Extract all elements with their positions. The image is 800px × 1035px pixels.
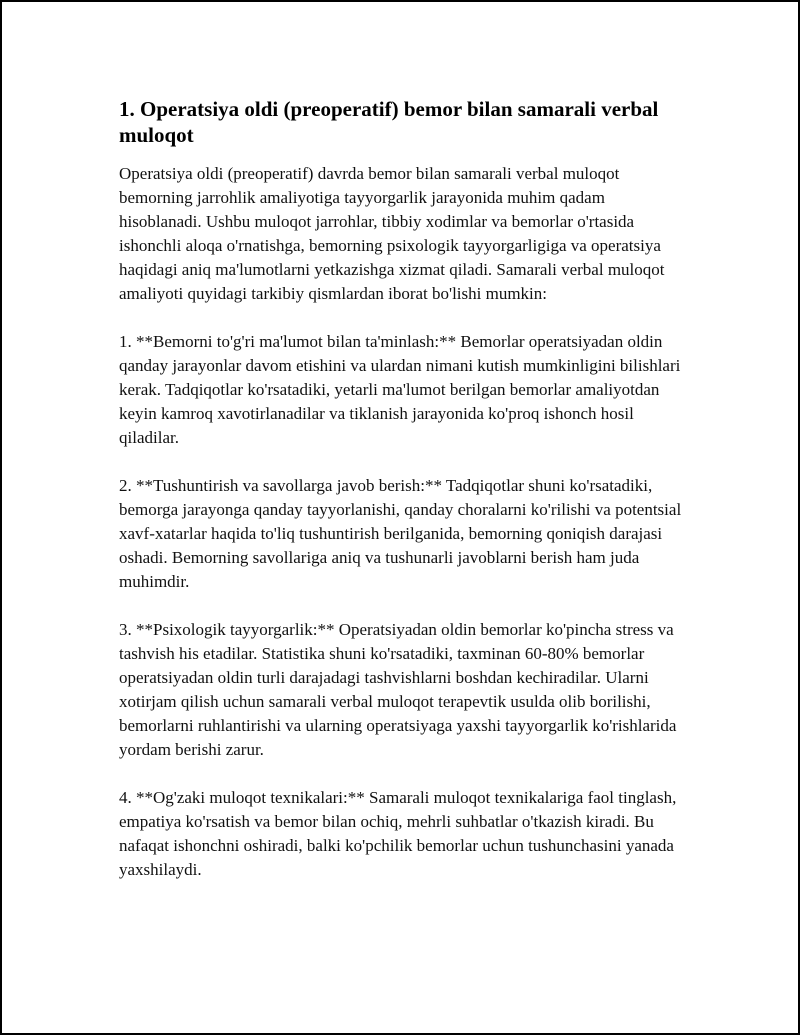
list-item-2-paragraph: 2. **Tushuntirish va savollarga javob berish:** Tadqiqotlar shuni ko'rsatadiki, bemorga jarayonga qanday tayyorlanishi, qanday choralarni ko'rilishi va potentsial xavf-xatarlar haqida to'liq tushuntirish berilganida, bemorning qoniqish darajasi oshadi. Bemorning savollariga aniq va tushunarli javoblarni berish ham juda muhimdir.	[119, 476, 682, 591]
list-item-3-paragraph: 3. **Psixologik tayyorgarlik:** Operatsiyadan oldin bemorlar ko'pincha stress va tashvish his etadilar. Statistika shuni ko'rsatadiki, taxminan 60-80% bemorlar operatsiyadan oldin turli darajadagi tashvishlarni boshdan kechiradilar. Ularni xotirjam qilish uchun samarali verbal muloqot terapevtik usulda olib borilishi, bemorlarni ruhlantirishi va ularning operatsiyaga yaxshi tayyorgarlik ko'rishlarida yordam berishi zarur.	[119, 620, 677, 759]
document-body	[119, 96, 689, 906]
intro-paragraph: Operatsiya oldi (preoperatif) davrda bemor bilan samarali verbal muloqot bemorning jarrohlik amaliyotiga tayyorgarlik jarayonida muhim qadam hisoblanadi. Ushbu muloqot jarrohlar, tibbiy xodimlar va bemorlar o'rtasida ishonchli aloqa o'rnatishga, bemorning psixologik tayyorgarligiga va operatsiya haqidagi aniq ma'lumotlarni yetkazishga xizmat qiladi. Samarali verbal muloqot amaliyoti quyidagi tarkibiy qismlardan iborat bo'lishi mumkin:	[119, 164, 665, 303]
section-heading: 1. Operatsiya oldi (preoperatif) bemor bilan samarali verbal muloqot	[119, 97, 659, 147]
list-item-4-paragraph: 4. **Og'zaki muloqot texnikalari:** Samarali muloqot texnikalariga faol tinglash, empatiya ko'rsatish va bemor bilan ochiq, mehrli suhbatlar o'tkazish kiradi. Bu nafaqat ishonchni oshiradi, balki ko'pchilik bemorlar uchun tushunchasini yanada yaxshilaydi.	[119, 788, 677, 879]
list-item-1-paragraph: 1. **Bemorni to'g'ri ma'lumot bilan ta'minlash:** Bemorlar operatsiyadan oldin qanday jarayonlar davom etishini va ulardan nimani kutish mumkinligini bilishlari kerak. Tadqiqotlar ko'rsatadiki, yetarli ma'lumot berilgan bemorlar amaliyotdan keyin kamroq xavotirlanadilar va tiklanish jarayonida ko'proq ishonch hosil qiladilar.	[119, 332, 681, 447]
